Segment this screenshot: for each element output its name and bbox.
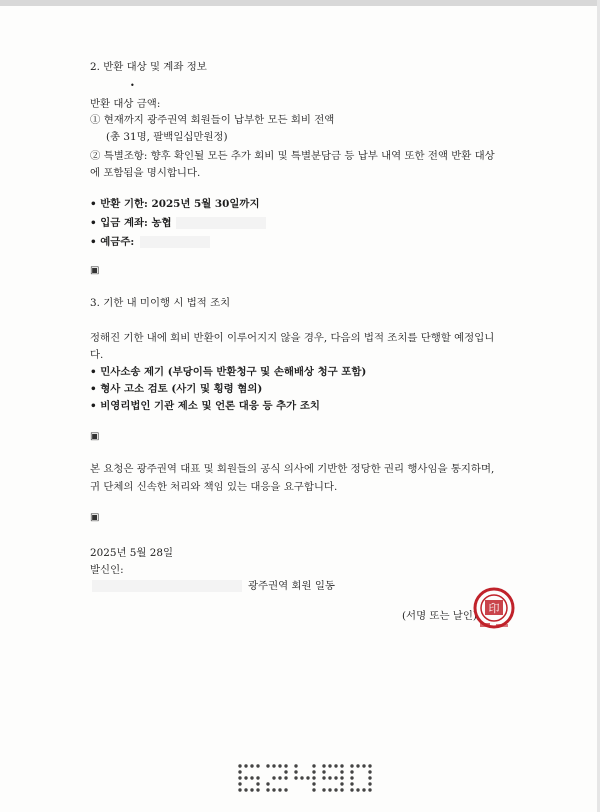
closing-line1: 본 요청은 광주권역 대표 및 회원들의 공식 의사에 기반한 정당한 권리 행사임을 통지하며, bbox=[90, 463, 495, 475]
page-break-symbol: ▣ bbox=[90, 265, 100, 276]
stray-dot: • bbox=[130, 81, 135, 90]
sender-label: 발신인: bbox=[90, 564, 124, 576]
perforation-code-mark bbox=[236, 760, 376, 800]
signature-note: (서명 또는 날인) bbox=[402, 610, 477, 622]
amount-label: 반환 대상 금액: bbox=[90, 98, 161, 110]
legal-bullet-civil: • 민사소송 제기 (부당이득 반환청구 및 손해배상 청구 포함) bbox=[90, 366, 367, 378]
page-break-symbol: ▣ bbox=[90, 431, 100, 442]
holder-line: • 예금주: bbox=[90, 236, 135, 248]
redacted-sender-detail bbox=[92, 580, 242, 592]
red-seal-stamp bbox=[470, 584, 518, 632]
amount-item2-line1: ② 특별조항: 향후 확인될 모든 추가 회비 및 특별분담금 등 납부 내역 또한 전액 반환 대상 bbox=[90, 150, 495, 162]
svg-text:印: 印 bbox=[488, 602, 500, 615]
amount-item2-line2: 에 포함됨을 명시합니다. bbox=[90, 167, 201, 179]
legal-bullet-additional: • 비영리법인 기관 제소 및 언론 대응 등 추가 조치 bbox=[90, 400, 320, 412]
amount-item1-line1: ① 현재까지 광주권역 회원들이 납부한 모든 회비 전액 bbox=[90, 114, 335, 126]
account-line: • 입금 계좌: 농협 bbox=[90, 217, 172, 229]
letter-date: 2025년 5월 28일 bbox=[90, 547, 173, 559]
page-break-symbol: ▣ bbox=[90, 512, 100, 523]
sender-name: 광주권역 회원 일동 bbox=[248, 580, 335, 592]
section3-heading: 3. 기한 내 미이행 시 법적 조치 bbox=[90, 297, 231, 309]
scan-edge-top bbox=[0, 0, 600, 6]
closing-line2: 귀 단체의 신속한 처리와 책임 있는 대응을 요구합니다. bbox=[90, 481, 338, 493]
legal-bullet-criminal: • 형사 고소 검토 (사기 및 횡령 혐의) bbox=[90, 383, 263, 395]
section2-heading: 2. 반환 대상 및 계좌 정보 bbox=[90, 61, 207, 73]
redacted-account-number bbox=[176, 217, 266, 229]
legal-para-line1: 정해진 기한 내에 회비 반환이 이루어지지 않을 경우, 다음의 법적 조치를 단행할 예정입니 bbox=[90, 332, 495, 344]
redacted-holder-name bbox=[140, 236, 210, 248]
legal-para-line2: 다. bbox=[90, 349, 104, 361]
amount-item1-line2: (총 31명, 팔백일십만원정) bbox=[106, 131, 228, 143]
deadline-line: • 반환 기한: 2025년 5월 30일까지 bbox=[90, 198, 260, 210]
